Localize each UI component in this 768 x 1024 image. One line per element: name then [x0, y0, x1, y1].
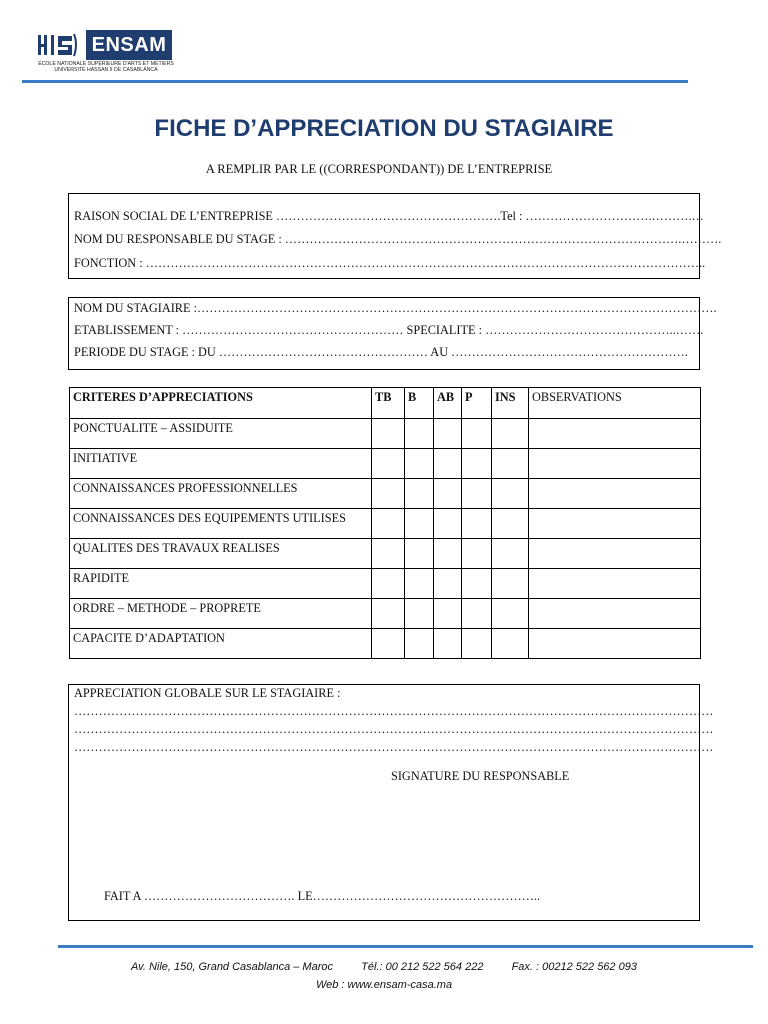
observation-cell[interactable]: [529, 629, 701, 659]
grade-cell[interactable]: [462, 509, 492, 539]
grade-cell[interactable]: [434, 539, 462, 569]
grade-cell[interactable]: [492, 419, 529, 449]
footer-rule: [58, 945, 753, 948]
grade-cell[interactable]: [462, 449, 492, 479]
grade-cell[interactable]: [434, 449, 462, 479]
signature-label: SIGNATURE DU RESPONSABLE: [391, 769, 570, 783]
logo-subtitle-line-1: ÉCOLE NATIONALE SUPÉRIEURE D'ARTS ET MÉTIERS: [38, 61, 174, 67]
company-info-box: [68, 193, 722, 279]
observation-cell[interactable]: [529, 449, 701, 479]
grade-cell[interactable]: [492, 479, 529, 509]
footer-web[interactable]: Web : www.ensam-casa.ma: [315, 979, 453, 991]
table-row: [70, 629, 701, 659]
grade-cell[interactable]: [462, 599, 492, 629]
header-ins: INS: [492, 388, 529, 419]
header-observations: OBSERVATIONS: [529, 388, 701, 419]
criteria-table: [69, 387, 701, 659]
grade-cell[interactable]: [405, 419, 434, 449]
observation-cell[interactable]: [529, 599, 701, 629]
grade-cell[interactable]: [372, 629, 405, 659]
footer-contact: [0, 961, 768, 973]
criterion-label: RAPIDITE: [70, 569, 372, 599]
header-tb: TB: [372, 388, 405, 419]
table-row: [70, 599, 701, 629]
grade-cell[interactable]: [434, 509, 462, 539]
table-header-row: [70, 388, 701, 419]
footer-fax: Fax. : 00212 522 562 093: [511, 961, 637, 973]
grade-cell[interactable]: [405, 599, 434, 629]
grade-cell[interactable]: [492, 539, 529, 569]
table-row: [70, 419, 701, 449]
criterion-label: CONNAISSANCES PROFESSIONNELLES: [70, 479, 372, 509]
global-appreciation-box: [68, 684, 714, 921]
grade-cell[interactable]: [462, 419, 492, 449]
institution-field[interactable]: ETABLISSEMENT : ……………………………………………… SPECIALITE : ………………………………………..…….: [74, 323, 704, 337]
grade-cell[interactable]: [434, 479, 462, 509]
criterion-label: PONCTUALITE – ASSIDUITE: [70, 419, 372, 449]
company-name-field[interactable]: RAISON SOCIAL DE L’ENTREPRISE ……………………………………………….Tel : ………………………….……….…: [74, 209, 704, 223]
header-b: B: [405, 388, 434, 419]
grade-cell[interactable]: [434, 569, 462, 599]
logo-subtitle-line-2: UNIVERSITÉ HASSAN II DE CASABLANCA: [54, 67, 158, 73]
table-row: [70, 569, 701, 599]
grade-cell[interactable]: [434, 629, 462, 659]
header-ab: AB: [434, 388, 462, 419]
grade-cell[interactable]: [462, 629, 492, 659]
table-row: [70, 479, 701, 509]
ensam-logo: [36, 30, 176, 80]
footer-tel: Tél.: 00 212 522 564 222: [361, 961, 484, 973]
appreciation-label: APPRECIATION GLOBALE SUR LE STAGIAIRE :: [74, 686, 341, 700]
table-row: [70, 539, 701, 569]
grade-cell[interactable]: [372, 599, 405, 629]
grade-cell[interactable]: [405, 449, 434, 479]
place-date-field[interactable]: FAIT A ………………………………. LE………………………………………………..: [104, 889, 541, 903]
grade-cell[interactable]: [492, 599, 529, 629]
grade-cell[interactable]: [405, 539, 434, 569]
criterion-label: QUALITES DES TRAVAUX REALISES: [70, 539, 372, 569]
logo-subtitle: [36, 61, 176, 73]
grade-cell[interactable]: [372, 509, 405, 539]
criterion-label: INITIATIVE: [70, 449, 372, 479]
grade-cell[interactable]: [462, 479, 492, 509]
grade-cell[interactable]: [405, 509, 434, 539]
grade-cell[interactable]: [492, 629, 529, 659]
grade-cell[interactable]: [372, 449, 405, 479]
function-field[interactable]: FONCTION : ………………………………………………………………………………………………………………………..: [74, 256, 706, 270]
intern-name-field[interactable]: NOM DU STAGIAIRE :……………………………………………………………………………………………………………….: [74, 301, 717, 315]
appreciation-line-3[interactable]: …………………………………………………………………………………………………………………………………………: [74, 740, 714, 754]
observation-cell[interactable]: [529, 479, 701, 509]
appreciation-line-2[interactable]: …………………………………………………………………………………………………………………………………………: [74, 722, 714, 736]
intern-info-box: [68, 297, 717, 370]
table-row: [70, 449, 701, 479]
table-row: [70, 509, 701, 539]
grade-cell[interactable]: [434, 599, 462, 629]
grade-cell[interactable]: [492, 569, 529, 599]
logo-wordmark: ENSAM: [86, 30, 172, 60]
period-field[interactable]: PERIODE DU STAGE : DU …………………………………………… AU ………………………………………………….: [74, 345, 688, 359]
grade-cell[interactable]: [434, 419, 462, 449]
grade-cell[interactable]: [492, 449, 529, 479]
grade-cell[interactable]: [405, 629, 434, 659]
grade-cell[interactable]: [492, 509, 529, 539]
grade-cell[interactable]: [405, 569, 434, 599]
grade-cell[interactable]: [372, 479, 405, 509]
criterion-label: CONNAISSANCES DES EQUIPEMENTS UTILISES: [70, 509, 372, 539]
header-criteria: CRITERES D’APPRECIATIONS: [70, 388, 372, 419]
responsible-name-field[interactable]: NOM DU RESPONSABLE DU STAGE : …………………………………………………………………………………….……….: [74, 232, 722, 246]
ensam-emblem-icon: [36, 32, 80, 58]
observation-cell[interactable]: [529, 569, 701, 599]
grade-cell[interactable]: [372, 539, 405, 569]
header-p: P: [462, 388, 492, 419]
footer-address: Av. Nile, 150, Grand Casablanca – Maroc: [131, 961, 333, 973]
grade-cell[interactable]: [462, 569, 492, 599]
appreciation-line-1[interactable]: …………………………………………………………………………………………………………………………………………: [74, 704, 714, 718]
page-subtitle: A REMPLIR PAR LE ((CORRESPONDANT)) DE L’ENTREPRISE: [205, 162, 553, 176]
page-title: FICHE D’APPRECIATION DU STAGIAIRE: [154, 115, 614, 142]
grade-cell[interactable]: [462, 539, 492, 569]
grade-cell[interactable]: [405, 479, 434, 509]
header-rule: [22, 80, 688, 83]
observation-cell[interactable]: [529, 509, 701, 539]
observation-cell[interactable]: [529, 539, 701, 569]
criterion-label: ORDRE – METHODE – PROPRETE: [70, 599, 372, 629]
grade-cell[interactable]: [372, 419, 405, 449]
grade-cell[interactable]: [372, 569, 405, 599]
criterion-label: CAPACITE D’ADAPTATION: [70, 629, 372, 659]
observation-cell[interactable]: [529, 419, 701, 449]
